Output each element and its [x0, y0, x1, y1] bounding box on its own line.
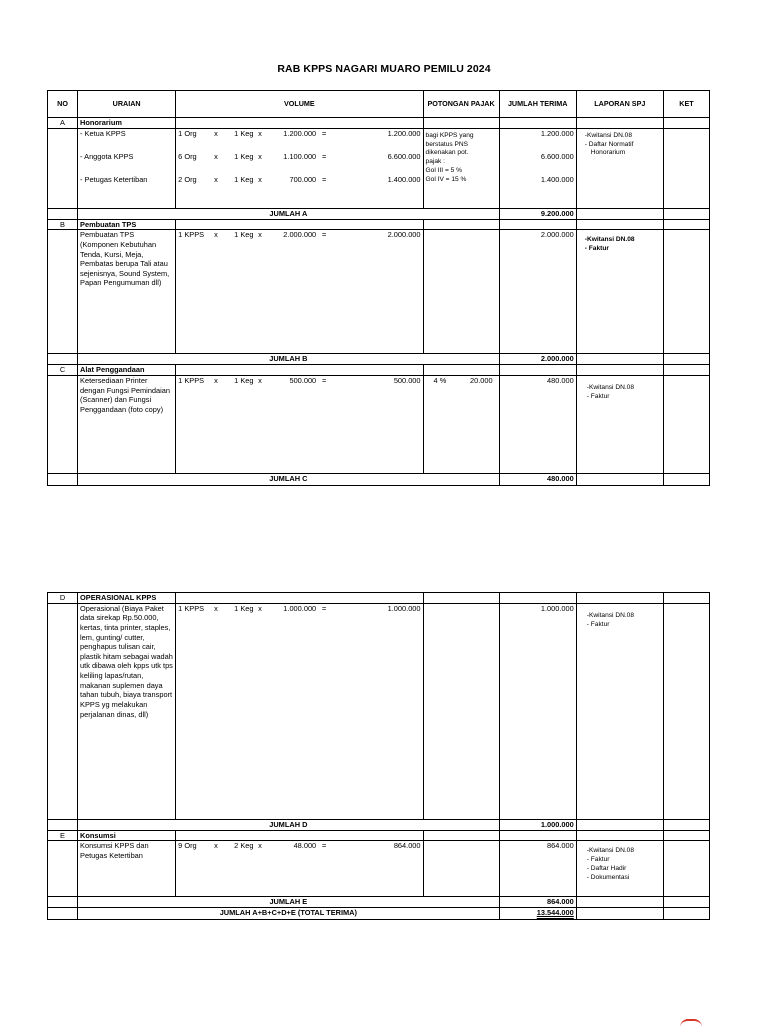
jumlah-cell: 2.000.000	[499, 230, 576, 354]
section-name: Alat Penggandaan	[78, 365, 176, 376]
uraian-cell: Pembuatan TPS (Komponen Kebutuhan Tenda, Kursi, Meja, Pembatas berupa Tali atau sejenisnya, Sound System, Papan Pengumuman dll)	[78, 230, 176, 354]
total-value: 480.000	[499, 473, 576, 485]
section-e-body	[48, 841, 710, 897]
jumlah-cell: 864.000	[499, 841, 576, 897]
total-value: 9.200.000	[499, 208, 576, 219]
jumlah-c-row	[48, 473, 710, 485]
potongan-note: bagi KPPS yang berstatus PNS dikenakan pot. pajak : Gol III = 5 % Gol IV = 15 %	[423, 128, 499, 208]
potongan-percent: 4 %	[433, 375, 447, 385]
section-code: E	[48, 830, 78, 841]
section-d-heading	[48, 593, 710, 604]
grand-total-row	[48, 908, 710, 920]
jumlah-b-row	[48, 354, 710, 365]
volume-cell: 1 KPPS x 1 Keg x 500.000 = 500.000	[176, 375, 423, 473]
section-code: D	[48, 593, 78, 604]
volume-cell: 1 KPPS x 1 Keg x 1.000.000 = 1.000.000	[176, 603, 423, 819]
section-b-heading	[48, 219, 710, 230]
laporan-spj-cell: -Kwitansi DN.08 - Daftar Normatif Honorarium	[576, 128, 663, 208]
rab-table-part-2	[47, 592, 710, 920]
uraian-ketua: - Ketua KPPS	[80, 128, 126, 138]
section-c-body	[48, 375, 710, 473]
volume-cell: 1 KPPS x 1 Keg x 2.000.000 = 2.000.000	[176, 230, 423, 354]
section-name: Pembuatan TPS	[78, 219, 176, 230]
header-potongan: POTONGAN PAJAK	[423, 91, 499, 118]
laporan-spj-cell: -Kwitansi DN.08 - Faktur	[576, 375, 663, 473]
section-code: B	[48, 219, 78, 230]
corner-mark	[680, 1019, 702, 1027]
jumlah-d-row	[48, 819, 710, 830]
potongan-value: 20.000	[470, 375, 493, 385]
volume-cell: 9 Org x 2 Keg x 48.000 = 864.000	[176, 841, 423, 897]
laporan-spj-cell: -Kwitansi DN.08 - Faktur - Daftar Hadir - Dokumentasi	[576, 841, 663, 897]
section-c-heading	[48, 365, 710, 376]
header-no: NO	[48, 91, 78, 118]
potongan-cell	[423, 375, 499, 473]
section-d-body	[48, 603, 710, 819]
total-label: JUMLAH D	[78, 819, 500, 830]
section-name: OPERASIONAL KPPS	[78, 593, 176, 604]
total-value: 1.000.000	[499, 819, 576, 830]
rab-table-part-1	[47, 90, 710, 486]
grand-total-label: JUMLAH A+B+C+D+E (TOTAL TERIMA)	[78, 908, 500, 920]
total-label: JUMLAH A	[78, 208, 500, 219]
volume-row-petugas: 2 Org x 1 Keg x 700.000 = 1.400.000	[178, 174, 421, 184]
jumlah-cell: 1.000.000	[499, 603, 576, 819]
section-code: C	[48, 365, 78, 376]
jumlah-cell: 480.000	[499, 375, 576, 473]
jumlah-e-row	[48, 897, 710, 908]
total-value: 2.000.000	[499, 354, 576, 365]
jumlah-a-row	[48, 208, 710, 219]
volume-row-anggota: 6 Org x 1 Keg x 1.100.000 = 6.600.000	[178, 151, 421, 161]
laporan-spj-cell: -Kwitansi DN.08 - Faktur	[576, 603, 663, 819]
header-jumlah-terima: JUMLAH TERIMA	[499, 91, 576, 118]
section-a-body	[48, 128, 710, 208]
total-label: JUMLAH C	[78, 473, 500, 485]
uraian-cell: Operasional (Biaya Paket data sirekap Rp.50.000, kertas, tinta printer, staples, lem, gunting/ cutter, penghapus tulisan cair, plastik hitam sebagai wadah utk dibawa oleh kpps utk tps keliling lapas/rutan, makanan suplemen daya tahan tubuh, biaya transport KPPS yg melakukan perjalanan dinas, dll)	[78, 603, 176, 819]
section-e-heading	[48, 830, 710, 841]
total-value: 864.000	[499, 897, 576, 908]
section-a-heading	[48, 118, 710, 129]
total-label: JUMLAH B	[78, 354, 500, 365]
header-volume: VOLUME	[176, 91, 423, 118]
uraian-cell: Ketersediaan Printer dengan Fungsi Pemindaian (Scanner) dan Fungsi Penggandaan (foto copy)	[78, 375, 176, 473]
header-row	[48, 91, 710, 118]
section-b-body	[48, 230, 710, 354]
page-title: RAB KPPS NAGARI MUARO PEMILU 2024	[277, 63, 491, 75]
grand-total-value: 13.544.000	[499, 908, 576, 920]
laporan-spj-cell: -Kwitansi DN.08 - Faktur	[576, 230, 663, 354]
uraian-anggota: - Anggota KPPS	[80, 151, 134, 161]
uraian-cell: Konsumsi KPPS dan Petugas Ketertiban	[78, 841, 176, 897]
volume-row-ketua: 1 Org x 1 Keg x 1.200.000 = 1.200.000	[178, 128, 421, 138]
jumlah-cell: 1.200.000 6.600.000 1.400.000	[499, 128, 576, 208]
volume-cell	[176, 128, 423, 208]
uraian-petugas: - Petugas Ketertiban	[80, 174, 148, 184]
section-code: A	[48, 118, 78, 129]
total-label: JUMLAH E	[78, 897, 500, 908]
header-uraian: URAIAN	[78, 91, 176, 118]
header-laporan-spj: LAPORAN SPJ	[576, 91, 663, 118]
section-name: Konsumsi	[78, 830, 176, 841]
uraian-cell	[78, 128, 176, 208]
header-ket: KET	[663, 91, 709, 118]
section-name: Honorarium	[78, 118, 176, 129]
